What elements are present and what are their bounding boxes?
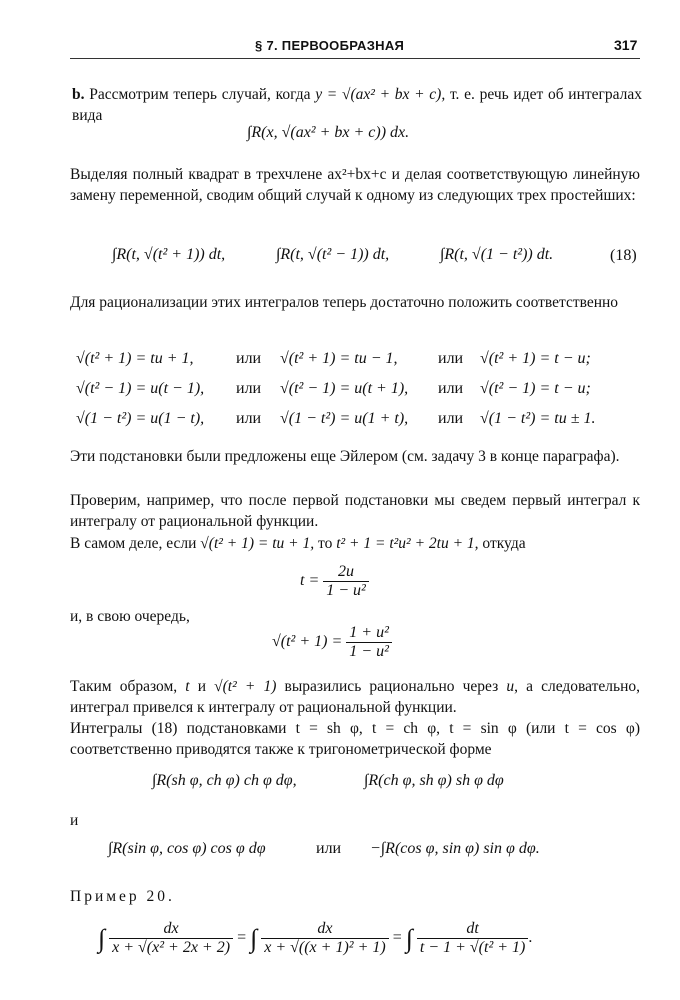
sub-3-1: √(1 − t²) = u(1 − t), [76,410,205,427]
t-lhs: t = [300,572,320,590]
sub-1-1: √(t² + 1) = tu + 1, [76,350,194,367]
integral-sign-1: ∫ [98,924,106,954]
paragraph-trig: Интегралы (18) подстановками t = sh φ, t = ch φ, t = sin φ (или t = cos φ) соответственно приводятся также к тригонометрической форме [70,720,640,758]
or-2-1: или [236,380,262,397]
sqrt-numerator: 1 + u² [346,624,392,643]
formula-trig-d: −∫R(cos φ, sin φ) sin φ dφ. [370,840,540,857]
integral-sign-2: ∫ [250,924,258,954]
ex1-denominator: x + √(x² + 2x + 2) [112,939,231,956]
p8-c: , а следовательно, интеграл привелся к интегралу от рациональной функции. [70,678,641,716]
or-1-2: или [438,350,464,367]
equals-1: = [237,929,247,947]
p1-text-b: т. е. речь идет об интегралах вида [72,86,643,124]
example-heading: Пример 20. [70,888,175,905]
sub-2-1: √(t² − 1) = u(t − 1), [76,380,205,397]
t-denominator: 1 − u² [326,582,366,599]
formula-sqrt-fraction [272,624,392,661]
paragraph-complete-square: Выделяя полный квадрат в трехчлене ax²+bx+c и делая соответствующую линейную замену переменной, сводим общий случай к одному из следующих трех простейших: [70,166,640,204]
p8-b: выразились рационально через [284,678,499,695]
p8-t: t [185,678,190,695]
sqrt-fraction [346,624,392,661]
formula-trig-b: ∫R(ch φ, sh φ) sh φ dφ [364,772,504,789]
sub-2-3: √(t² − 1) = t − u; [480,380,591,397]
paragraph-indeed [70,533,640,554]
sub-2-2: √(t² − 1) = u(t + 1), [280,380,409,397]
formula-trig-c: ∫R(sin φ, cos φ) cos φ dφ [108,840,266,857]
sub-1-2: √(t² + 1) = tu − 1, [280,350,398,367]
formula-18-a: ∫R(t, √(t² + 1)) dt, [112,246,226,263]
paragraph-euler: Эти подстановки были предложены еще Эйлером (см. задачу 3 в конце параграфа). [70,448,620,465]
header-rule [70,58,640,59]
t-fraction [323,563,369,600]
paragraph-thus [70,676,640,718]
p6-res: t² + 1 = t²u² + 2tu + 1, [336,535,479,552]
p8-and: и [197,678,207,695]
ex3-numerator: dt [417,920,529,939]
p6-cond: √(t² + 1) = tu + 1, [200,535,315,552]
sub-1-3: √(t² + 1) = t − u; [480,350,591,367]
paragraph-rationalization: Для рационализации этих интегралов теперь достаточно положить соответственно [70,294,619,311]
ex2-numerator: dx [261,920,388,939]
p8-a: Таким образом, [70,678,178,695]
p1-text-a: Рассмотрим теперь случай, когда [89,86,311,103]
formula-integral-general: ∫R(x, √(ax² + bx + c)) dx. [247,124,410,141]
p6-b: то [318,535,333,552]
formula-trig-or: или [316,840,342,857]
formula-18-b: ∫R(t, √(t² − 1)) dt, [276,246,390,263]
or-2-2: или [438,380,464,397]
example-20-equation [98,920,532,957]
sqrt-lhs: √(t² + 1) = [272,633,343,651]
example-frac-1 [109,920,233,957]
page-number: 317 [614,37,638,53]
p6-c: откуда [482,535,526,552]
p1-math: y = √(ax² + bx + c), [315,86,446,103]
integral-sign-3: ∫ [405,924,413,954]
final-period: . [528,929,533,947]
equals-2: = [392,929,402,947]
ex3-denominator: t − 1 + √(t² + 1) [419,939,526,956]
paragraph-b [72,84,642,126]
formula-t-fraction [300,563,369,600]
t-numerator: 2u [323,563,369,582]
p8-sqrt: √(t² + 1) [214,678,277,695]
sub-3-2: √(1 − t²) = u(1 + t), [280,410,409,427]
formula-18-c: ∫R(t, √(1 − t²)) dt. [440,246,554,263]
ex1-numerator: dx [109,920,233,939]
paragraph-in-turn: и, в свою очередь, [70,608,190,625]
sqrt-denominator: 1 − u² [349,643,389,660]
example-frac-3 [417,920,529,957]
or-3-1: или [236,410,262,427]
paragraph-and: и [70,812,79,829]
p6-a: В самом деле, если [70,535,197,552]
ex2-denominator: x + √((x + 1)² + 1) [264,939,386,956]
or-3-2: или [438,410,464,427]
formula-trig-a: ∫R(sh φ, ch φ) ch φ dφ, [152,772,297,789]
sub-3-3: √(1 − t²) = tu ± 1. [480,410,596,427]
p8-u: u [506,678,515,695]
running-header-title: § 7. ПЕРВООБРАЗНАЯ [255,38,405,53]
paragraph-check: Проверим, например, что после первой подстановки мы сведем первый интеграл к интегралу от рациональной функции. [70,492,640,530]
example-frac-2 [261,920,388,957]
equation-label-18: (18) [610,247,637,264]
or-1-1: или [236,350,262,367]
item-letter: b. [72,86,85,103]
